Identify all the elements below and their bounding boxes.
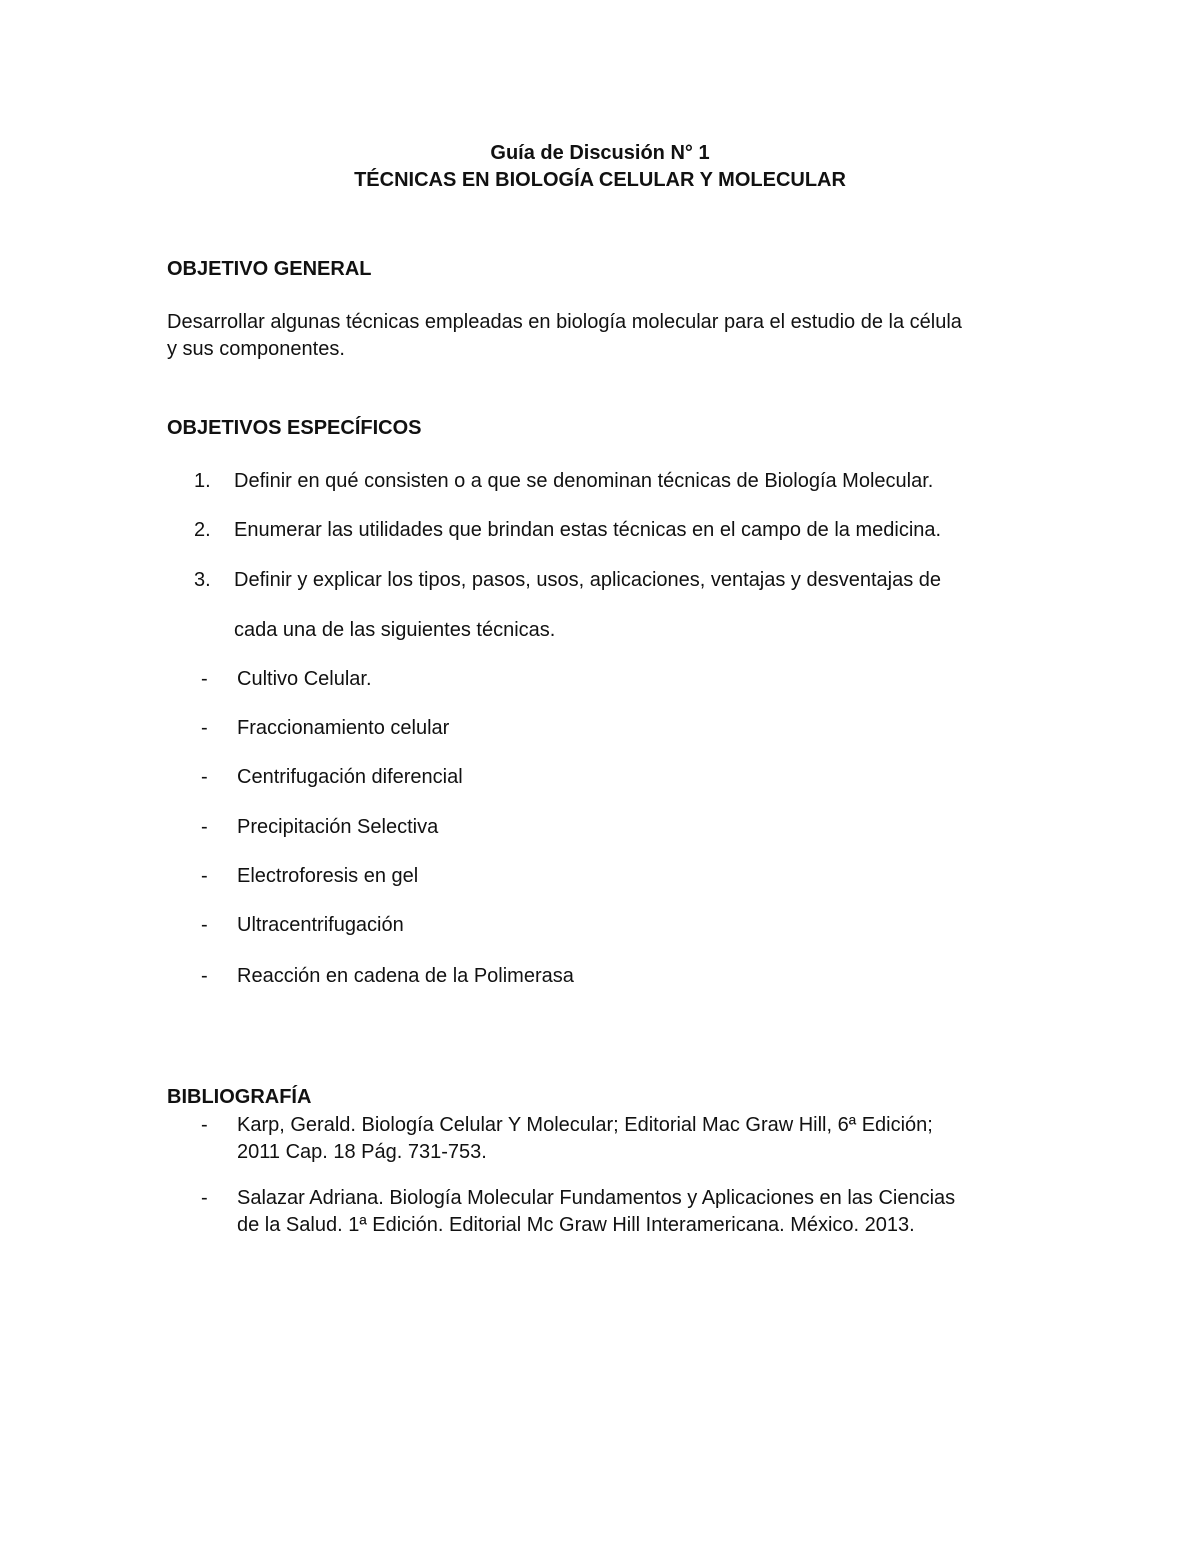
technique-text: Cultivo Celular. bbox=[237, 668, 372, 690]
item-text: Enumerar las utilidades que brindan estas técnicas en el campo de la medicina. bbox=[234, 519, 942, 541]
bibliography-line: Salazar Adriana. Biología Molecular Fundamentos y Aplicaciones en las Ciencias bbox=[237, 1187, 956, 1209]
bullet-dash: - bbox=[201, 1187, 208, 1209]
title-line-1: Guía de Discusión N° 1 bbox=[490, 142, 710, 164]
technique-text: Ultracentrifugación bbox=[237, 914, 404, 936]
objetivo-general-line: y sus componentes. bbox=[167, 338, 345, 360]
bibliography-line: Karp, Gerald. Biología Celular Y Molecular; Editorial Mac Graw Hill, 6ª Edición; bbox=[237, 1114, 933, 1136]
bibliography-line: de la Salud. 1ª Edición. Editorial Mc Graw Hill Interamericana. México. 2013. bbox=[237, 1214, 915, 1236]
technique-text: Reacción en cadena de la Polimerasa bbox=[237, 965, 574, 987]
bullet-dash: - bbox=[201, 717, 208, 739]
bibliography-text bbox=[237, 1112, 1037, 1166]
bullet-dash: - bbox=[201, 914, 208, 936]
item-number: 1. bbox=[194, 470, 211, 492]
objetivos-especificos-heading: OBJETIVOS ESPECÍFICOS bbox=[167, 417, 422, 439]
bullet-dash: - bbox=[201, 965, 208, 987]
technique-text: Precipitación Selectiva bbox=[237, 816, 439, 838]
item-continuation: cada una de las siguientes técnicas. bbox=[234, 619, 556, 641]
item-text: Definir y explicar los tipos, pasos, usos, aplicaciones, ventajas y desventajas de bbox=[234, 569, 942, 591]
item-number: 2. bbox=[194, 519, 211, 541]
document-title bbox=[0, 140, 1200, 194]
technique-text: Centrifugación diferencial bbox=[237, 766, 463, 788]
title-line-2: TÉCNICAS EN BIOLOGÍA CELULAR Y MOLECULAR bbox=[354, 169, 846, 191]
bullet-dash: - bbox=[201, 865, 208, 887]
bullet-dash: - bbox=[201, 1114, 208, 1136]
item-number: 3. bbox=[194, 569, 211, 591]
bibliography-text bbox=[237, 1185, 1037, 1239]
bibliography-line: 2011 Cap. 18 Pág. 731-753. bbox=[237, 1141, 487, 1163]
technique-text: Electroforesis en gel bbox=[237, 865, 419, 887]
bullet-dash: - bbox=[201, 766, 208, 788]
bibliografia-heading: BIBLIOGRAFÍA bbox=[167, 1086, 312, 1108]
bullet-dash: - bbox=[201, 816, 208, 838]
objetivo-general-line: Desarrollar algunas técnicas empleadas en biología molecular para el estudio de la célula bbox=[167, 311, 962, 333]
technique-text: Fraccionamiento celular bbox=[237, 717, 450, 739]
item-text: Definir en qué consisten o a que se denominan técnicas de Biología Molecular. bbox=[234, 470, 934, 492]
bullet-dash: - bbox=[201, 668, 208, 690]
objetivo-general-heading: OBJETIVO GENERAL bbox=[167, 258, 372, 280]
objetivo-general-text bbox=[167, 309, 1047, 363]
